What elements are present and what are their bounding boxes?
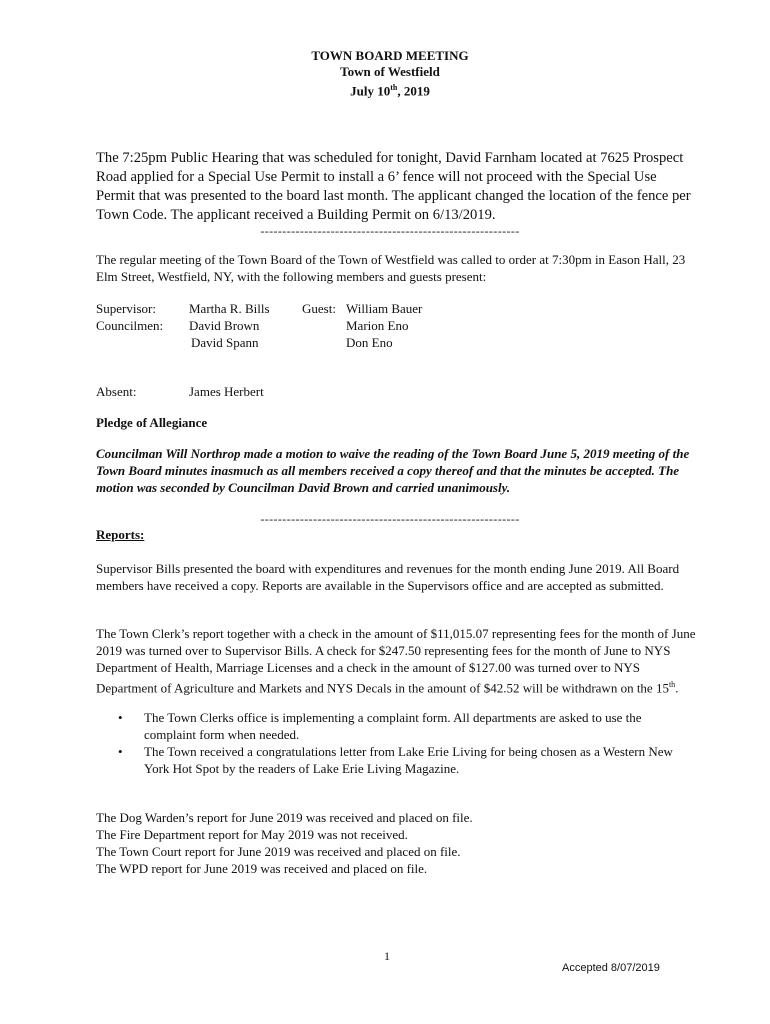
supervisor-label: Supervisor:	[96, 301, 156, 316]
clerk-report-paragraph	[96, 625, 696, 696]
date-prefix: July 10	[350, 83, 391, 99]
accepted-date: Accepted 8/07/2019	[562, 962, 660, 974]
bullet-text: The Town received a congratulations letter from Lake Erie Living for being chosen as a Western New York Hot Spot by the readers of Lake Erie Living Magazine.	[144, 744, 673, 776]
supervisor-report-paragraph: Supervisor Bills presented the board with expenditures and revenues for the month ending June 2019. All Board members have received a copy. Reports are available in the Supervisors office and are accepted as submitted.	[96, 561, 680, 593]
guest-name-1: William Bauer	[346, 301, 423, 316]
public-hearing-paragraph: The 7:25pm Public Hearing that was scheduled for tonight, David Farnham located at 7625 Prospect Road applied for a Special Use Permit to install a 6’ fence will not proceed with the Special Use Permit that was presented to the board last month. The applicant changed the location of the fence per Town Code. The applicant received a Building Permit on 6/13/2019.	[96, 150, 691, 223]
guest-name-3: Don Eno	[346, 335, 393, 350]
pledge-heading: Pledge of Allegiance	[96, 415, 208, 430]
clerk-report-sup: th	[668, 680, 676, 689]
separator-line: -----------------------------------------------------------	[260, 224, 520, 238]
bullet-text: The Town Clerks office is implementing a complaint form. All departments are asked to use the complaint form when needed.	[144, 710, 642, 742]
town-court-report: The Town Court report for June 2019 was received and placed on file.	[96, 844, 461, 859]
councilman-name-2: David Spann	[191, 335, 259, 350]
other-reports	[96, 809, 696, 877]
motion-paragraph: Councilman Will Northrop made a motion to waive the reading of the Town Board June 5, 2019 meeting of the Town Board minutes inasmuch as all members received a copy thereof and that the minutes be accepted. The motion was seconded by Councilman David Brown and carried unanimously.	[96, 446, 690, 495]
supervisor-name: Martha R. Bills	[189, 301, 270, 316]
clerk-report-text: The Town Clerk’s report together with a check in the amount of $11,015.07 representing fees for the month of June 2019 was turned over to Supervisor Bills. A check for $247.50 representing fees for the month of June to NYS Department of Health, Marriage Licenses and a check in the amount of $127.00 was turned over to NYS Department of Agriculture and Markets and NYS Decals in the amount of $42.52 will be withdrawn on the 15	[96, 626, 696, 696]
intro-paragraph: The regular meeting of the Town Board of the Town of Westfield was called to order at 7:30pm in Eason Hall, 23 Elm Street, Westfield, NY, with the following members and guests present:	[96, 252, 686, 284]
absent-label: Absent:	[96, 384, 137, 399]
clerk-report-end: .	[675, 680, 679, 696]
separator-line-2: -----------------------------------------------------------	[260, 512, 520, 526]
page-number: 1	[384, 949, 390, 963]
bullet-icon: •	[118, 744, 123, 759]
town-name: Town of Westfield	[340, 64, 440, 79]
date-suffix: , 2019	[397, 83, 430, 99]
clerk-bullet-list	[96, 709, 716, 777]
reports-heading: Reports:	[96, 527, 145, 542]
fire-department-report: The Fire Department report for May 2019 was not received.	[96, 827, 408, 842]
wpd-report: The WPD report for June 2019 was received and placed on file.	[96, 861, 428, 876]
meeting-date	[0, 80, 770, 99]
absent-name: James Herbert	[189, 384, 264, 399]
bullet-icon: •	[118, 710, 123, 725]
document-title: TOWN BOARD MEETING	[311, 48, 469, 63]
councilman-name-1: David Brown	[189, 318, 260, 333]
councilmen-label: Councilmen:	[96, 318, 164, 333]
dog-warden-report: The Dog Warden’s report for June 2019 was received and placed on file.	[96, 810, 473, 825]
guest-label: Guest:	[302, 301, 336, 316]
list-item	[96, 709, 716, 743]
date-sup: th	[390, 83, 398, 92]
list-item	[96, 743, 716, 777]
guest-name-2: Marion Eno	[346, 318, 409, 333]
